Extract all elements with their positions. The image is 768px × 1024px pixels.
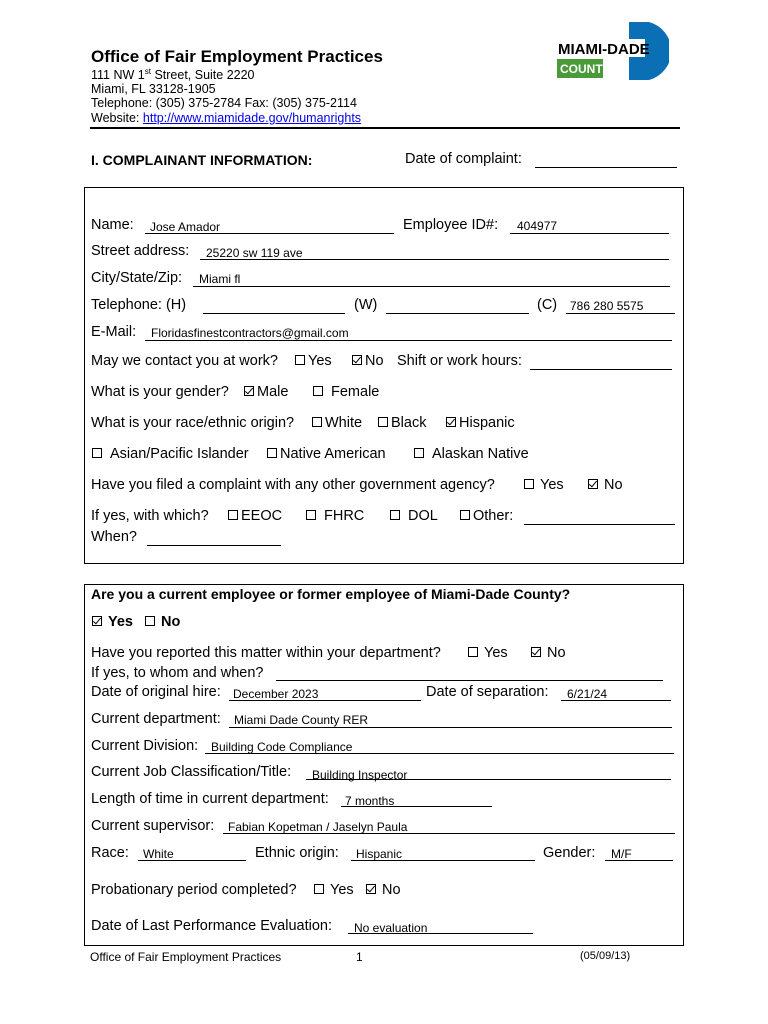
website-line: Website: http://www.miamidade.gov/humanrights xyxy=(91,111,362,125)
contact-yes-option[interactable]: Yes xyxy=(295,353,332,369)
hire-date-value: December 2023 xyxy=(233,687,319,701)
checkbox-icon[interactable] xyxy=(468,647,478,657)
checkbox-icon[interactable] xyxy=(460,510,470,520)
checkbox-icon[interactable] xyxy=(524,479,534,489)
email-field[interactable] xyxy=(145,340,672,341)
gender-question: What is your gender? xyxy=(91,384,229,400)
email-value: Floridasfinestcontractors@gmail.com xyxy=(151,326,349,340)
current-employee-question: Are you a current employee or former employee of Miami-Dade County? xyxy=(91,586,571,602)
footer-version: (05/09/13) xyxy=(580,950,631,962)
street-value: 25220 sw 119 ave xyxy=(206,246,303,260)
city-field[interactable] xyxy=(193,286,670,287)
whom-when-field[interactable] xyxy=(276,680,663,681)
race-question: What is your race/ethnic origin? xyxy=(91,415,295,431)
race-asian-option[interactable]: Asian/Pacific Islander xyxy=(92,446,249,462)
race-hispanic-option[interactable]: Hispanic xyxy=(446,415,515,431)
race-value: White xyxy=(143,847,174,861)
city-line: Miami, FL 33128-1905 xyxy=(91,82,216,96)
checkbox-checked-icon[interactable] xyxy=(531,647,541,657)
shift-field[interactable] xyxy=(530,369,672,370)
race-label: Race: xyxy=(91,845,129,861)
checkbox-icon[interactable] xyxy=(228,510,238,520)
current-yes-option[interactable]: Yes xyxy=(92,614,133,630)
probation-yes-option[interactable]: Yes xyxy=(314,882,354,898)
probation-question: Probationary period completed? xyxy=(91,882,297,898)
street-label: Street address: xyxy=(91,243,190,259)
checkbox-checked-icon[interactable] xyxy=(366,884,376,894)
logo-text-top: MIAMI-DADE xyxy=(558,41,650,58)
employee-id-field[interactable] xyxy=(510,233,669,234)
email-label: E-Mail: xyxy=(91,324,137,340)
checkbox-icon[interactable] xyxy=(390,510,400,520)
supervisor-value: Fabian Kopetman / Jaselyn Paula xyxy=(228,820,408,834)
footer-org: Office of Fair Employment Practices xyxy=(90,950,282,964)
name-value: Jose Amador xyxy=(150,220,221,234)
job-title-value: Building Inspector xyxy=(312,768,408,782)
tel-cell-value: 786 280 5575 xyxy=(570,299,644,313)
contact-no-option[interactable]: No xyxy=(352,353,384,369)
separation-date-value: 6/21/24 xyxy=(567,687,608,701)
date-of-complaint-field[interactable] xyxy=(535,167,677,168)
checkbox-icon[interactable] xyxy=(306,510,316,520)
checkbox-checked-icon[interactable] xyxy=(588,479,598,489)
race-white-option[interactable]: White xyxy=(312,415,362,431)
supervisor-label: Current supervisor: xyxy=(91,818,215,834)
miami-dade-logo xyxy=(557,20,669,82)
reported-no-option[interactable]: No xyxy=(531,645,566,661)
shift-label: Shift or work hours: xyxy=(397,353,522,369)
probation-no-option[interactable]: No xyxy=(366,882,401,898)
contact-at-work-question: May we contact you at work? xyxy=(91,353,278,369)
checkbox-icon[interactable] xyxy=(313,386,323,396)
when-label: When? xyxy=(91,529,137,545)
ethnic-origin-label: Ethnic origin: xyxy=(255,845,339,861)
checkbox-checked-icon[interactable] xyxy=(446,417,456,427)
when-field[interactable] xyxy=(147,545,281,546)
street-address: 111 NW 1st Street, Suite 2220 xyxy=(91,66,255,82)
filed-yes-option[interactable]: Yes xyxy=(524,477,564,493)
tel-cell-field[interactable] xyxy=(566,313,675,314)
employee-id-label: Employee ID#: xyxy=(403,217,499,233)
checkbox-icon[interactable] xyxy=(378,417,388,427)
tel-cell-label: (C) xyxy=(537,297,558,313)
whom-when-label: If yes, to whom and when? xyxy=(91,665,264,681)
gender-male-option[interactable]: Male xyxy=(244,384,288,400)
evaluation-value: No evaluation xyxy=(354,921,428,935)
length-label: Length of time in current department: xyxy=(91,791,329,807)
checkbox-icon[interactable] xyxy=(267,448,277,458)
evaluation-label: Date of Last Performance Evaluation: xyxy=(91,918,332,934)
department-field[interactable] xyxy=(229,727,672,728)
gender-value: M/F xyxy=(611,847,632,861)
agency-fhrc-option[interactable]: FHRC xyxy=(306,508,364,524)
date-of-complaint-label: Date of complaint: xyxy=(405,151,522,167)
gender-label: Gender: xyxy=(543,845,596,861)
checkbox-icon[interactable] xyxy=(145,616,155,626)
gender-female-option[interactable]: Female xyxy=(313,384,379,400)
job-title-label: Current Job Classification/Title: xyxy=(91,764,292,780)
reported-yes-option[interactable]: Yes xyxy=(468,645,508,661)
checkbox-icon[interactable] xyxy=(314,884,324,894)
current-no-option[interactable]: No xyxy=(145,614,180,630)
checkbox-icon[interactable] xyxy=(414,448,424,458)
footer-page-number: 1 xyxy=(356,950,363,964)
agency-eeoc-option[interactable]: EEOC xyxy=(228,508,282,524)
employee-id-value: 404977 xyxy=(517,219,558,233)
agency-other-option[interactable]: Other: xyxy=(460,508,513,524)
telephone-label: Telephone: (H) xyxy=(91,297,187,313)
checkbox-icon[interactable] xyxy=(312,417,322,427)
checkbox-checked-icon[interactable] xyxy=(92,616,102,626)
checkbox-checked-icon[interactable] xyxy=(244,386,254,396)
website-link[interactable]: http://www.miamidade.gov/humanrights xyxy=(142,111,362,125)
hire-date-label: Date of original hire: xyxy=(91,684,221,700)
checkbox-checked-icon[interactable] xyxy=(352,355,362,365)
checkbox-icon[interactable] xyxy=(92,448,102,458)
race-black-option[interactable]: Black xyxy=(378,415,426,431)
tel-work-label: (W) xyxy=(354,297,378,313)
agency-other-field[interactable] xyxy=(524,524,675,525)
division-label: Current Division: xyxy=(91,738,199,754)
logo-text-bottom: COUNTY xyxy=(560,62,611,76)
department-value: Miami Dade County RER xyxy=(234,713,369,727)
tel-home-field[interactable] xyxy=(203,313,345,314)
header-divider xyxy=(90,127,680,129)
agency-dol-option[interactable]: DOL xyxy=(390,508,438,524)
filed-no-option[interactable]: No xyxy=(588,477,623,493)
tel-work-field[interactable] xyxy=(386,313,529,314)
filed-complaint-question: Have you filed a complaint with any other government agency? xyxy=(91,477,495,493)
reported-question: Have you reported this matter within your department? xyxy=(91,645,441,661)
agency-which-label: If yes, with which? xyxy=(91,508,209,524)
phone-line: Telephone: (305) 375-2784 Fax: (305) 375-2114 xyxy=(91,96,357,110)
length-value: 7 months xyxy=(345,794,395,808)
division-value: Building Code Compliance xyxy=(211,740,353,754)
separation-date-label: Date of separation: xyxy=(426,684,549,700)
department-label: Current department: xyxy=(91,711,221,727)
org-title: Office of Fair Employment Practices xyxy=(91,47,383,66)
checkbox-icon[interactable] xyxy=(295,355,305,365)
name-label: Name: xyxy=(91,217,134,233)
race-alaskan-option[interactable]: Alaskan Native xyxy=(414,446,529,462)
city-label: City/State/Zip: xyxy=(91,270,183,286)
ethnic-origin-value: Hispanic xyxy=(356,847,403,861)
city-value: Miami fl xyxy=(199,272,241,286)
section-title: I. COMPLAINANT INFORMATION: xyxy=(91,152,313,168)
race-native-american-option[interactable]: Native American xyxy=(267,446,386,462)
